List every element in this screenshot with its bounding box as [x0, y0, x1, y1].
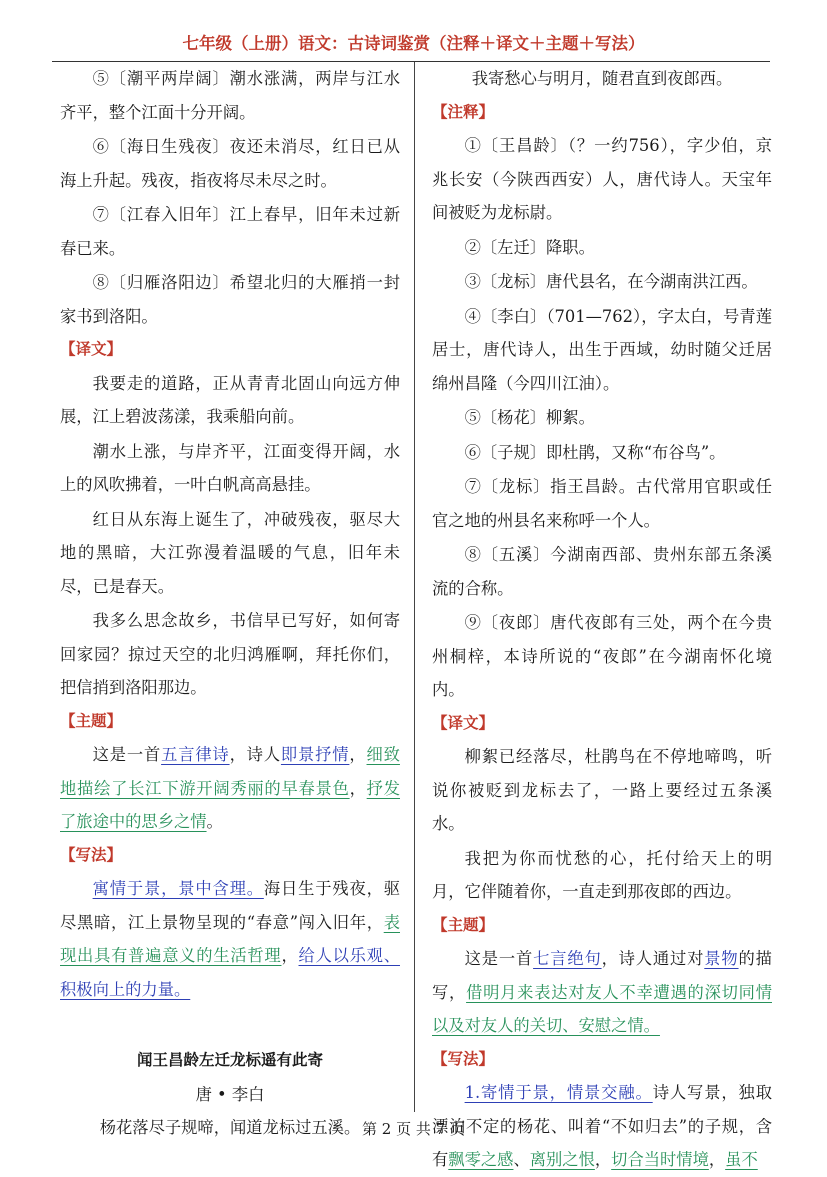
section-zhuti-label: 【主题】 — [432, 915, 495, 934]
note-7: ⑦〔江春入旧年〕江上春早，旧年未过新春已来。 — [60, 205, 400, 258]
left-column — [60, 62, 400, 1145]
zhuti-highlight-genre: 七言绝句 — [533, 949, 602, 968]
yiwen-paragraph-2: 潮水上涨，与岸齐平，江面变得开阔，水上的风吹拂着，一叶白帆高高悬挂。 — [60, 441, 400, 494]
zhuti-paragraph — [432, 942, 772, 1043]
zhuti-text: 。 — [206, 812, 223, 831]
zhuti-highlight-content: 细致地描绘了长江下游开阔秀丽的早春景色 — [60, 745, 400, 798]
poem-title: 闻王昌龄左迁龙标遥有此寄 — [136, 1051, 323, 1069]
zhuti-text: ，诗人通过对 — [601, 949, 705, 968]
section-yiwen-label: 【译文】 — [60, 340, 123, 358]
zhuti-highlight-emotion: 借明月来表达对友人不幸遭遇的深切同情以及对友人的关切、安慰之情。 — [432, 982, 772, 1035]
section-zhuti-label: 【主题】 — [60, 711, 123, 730]
zhuti-text: ， — [349, 745, 367, 764]
zhushi-note-2: ②〔左迁〕降职。 — [464, 237, 595, 257]
note-6: ⑥〔海日生残夜〕夜还未消尽，红日已从海上升起。残夜，指夜将尽未尽之时。 — [60, 137, 400, 190]
zhuti-highlight-method: 即景抒情 — [280, 745, 350, 764]
section-xiefa-label: 【写法】 — [60, 845, 123, 864]
zhuti-text: ， — [349, 778, 367, 798]
zhuti-text: 的描写， — [432, 949, 772, 1002]
xiefa-paragraph — [60, 872, 400, 1006]
xiefa-highlight-technique: 1.寄情于景，情景交融。 — [464, 1083, 653, 1102]
xiefa-text: 海日生于残夜，驱尽黑暗，江上景物呈现的“春意”闯入旧年， — [60, 879, 400, 932]
poem-line-1: 杨花落尽子规啼，闻道龙标过五溪。 — [99, 1118, 361, 1137]
zhuti-highlight-genre: 五言律诗 — [161, 745, 230, 764]
xiefa-text: ， — [281, 946, 299, 965]
zhuti-text: 这是一首 — [92, 745, 162, 764]
yiwen-paragraph-3: 红日从东海上诞生了，冲破残夜，驱尽大地的黑暗，大江弥漫着温暖的气息，旧年未尽，已是春天。 — [60, 509, 400, 596]
poem-author: 唐 • 李白 — [195, 1084, 265, 1104]
zhushi-note-6: ⑥〔子规〕即杜鹃，又称“布谷鸟”。 — [464, 442, 726, 462]
zhushi-note-1: ①〔王昌龄〕（？一约756），字少伯，京兆长安（今陕西西安）人，唐代诗人。天宝年间被贬为龙标尉。 — [432, 136, 772, 222]
note-8: ⑧〔归雁洛阳边〕希望北归的大雁捎一封家书到洛阳。 — [60, 273, 400, 326]
page-header-title: 七年级（上册）语文：古诗词鉴赏（注释＋译文＋主题＋写法） — [182, 34, 645, 53]
section-xiefa-label: 【写法】 — [432, 1049, 495, 1068]
xiefa-highlight-philosophy: 表现出具有普遍意义的生活哲理 — [60, 912, 400, 965]
xiefa-text: ， — [594, 1150, 612, 1169]
zhushi-note-7: ⑦〔龙标〕指王昌龄。古代常用官职或任官之地的州县名来称呼一个人。 — [432, 477, 772, 530]
zhushi-note-4: ④〔李白〕（701—762），字太白，号青莲居士，唐代诗人，出生于西域，幼时随父迁居绵州昌隆（今四川江油）。 — [432, 306, 772, 393]
xiefa-text: 、 — [513, 1150, 530, 1169]
section-yiwen-label: 【译文】 — [432, 713, 495, 732]
zhushi-note-3: ③〔龙标〕唐代县名，在今湖南洪江西。 — [464, 272, 758, 291]
column-divider — [414, 62, 415, 1112]
page-number-footer: 第 2 页 共 7 页 — [362, 1120, 465, 1138]
yiwen-paragraph-1: 柳絮已经落尽，杜鹃鸟在不停地啼鸣，听说你被贬到龙标去了，一路上要经过五条溪水。 — [432, 747, 772, 833]
section-zhushi-label: 【注释】 — [432, 102, 495, 121]
yiwen-paragraph-4: 我多么思念故乡，书信早已写好，如何寄回家园？掠过天空的北归鸿雁啊，拜托你们，把信捎到洛阳那边。 — [60, 611, 400, 697]
zhushi-note-8: ⑧〔五溪〕今湖南西部、贵州东部五条溪流的合称。 — [432, 545, 772, 598]
zhushi-note-5: ⑤〔杨花〕柳絮。 — [464, 408, 595, 427]
xiefa-highlight-technique: 寓情于景，景中含理。 — [92, 879, 264, 898]
yiwen-paragraph-1: 我要走的道路，正从青青北固山向远方伸展，江上碧波荡漾，我乘船向前。 — [60, 373, 400, 426]
xiefa-text: ， — [708, 1150, 726, 1169]
xiefa-highlight-context: 切合当时情境 — [611, 1150, 709, 1169]
xiefa-highlight-effect: 给人以乐观、积极向上的力量。 — [60, 946, 400, 999]
zhuti-highlight-emotion: 抒发了旅途中的思乡之情 — [60, 778, 400, 831]
zhushi-note-9: ⑨〔夜郎〕唐代夜郎有三处，两个在今贵州桐梓，本诗所说的“夜郎”在今湖南怀化境内。 — [432, 613, 772, 699]
xiefa-highlight-parting: 离别之恨 — [529, 1150, 595, 1169]
zhuti-highlight-scenery: 景物 — [704, 949, 739, 968]
zhuti-text: ，诗人 — [229, 745, 281, 764]
right-column — [432, 62, 772, 1177]
zhuti-text: 这是一首 — [464, 949, 534, 968]
zhuti-paragraph — [60, 738, 400, 839]
yiwen-paragraph-2: 我把为你而忧愁的心，托付给天上的明月，它伴随着你，一直走到那夜郎的西边。 — [432, 848, 772, 901]
xiefa-highlight-continued: 虽不 — [725, 1150, 758, 1169]
xiefa-text: 诗人写景，独取漂泊不定的杨花、叫着“不如归去”的子规，含有 — [432, 1083, 772, 1169]
xiefa-highlight-drifting: 飘零之感 — [448, 1150, 514, 1169]
note-5: ⑤〔潮平两岸阔〕潮水涨满，两岸与江水齐平，整个江面十分开阔。 — [60, 69, 400, 122]
poem-line-2: 我寄愁心与明月，随君直到夜郎西。 — [471, 69, 733, 88]
